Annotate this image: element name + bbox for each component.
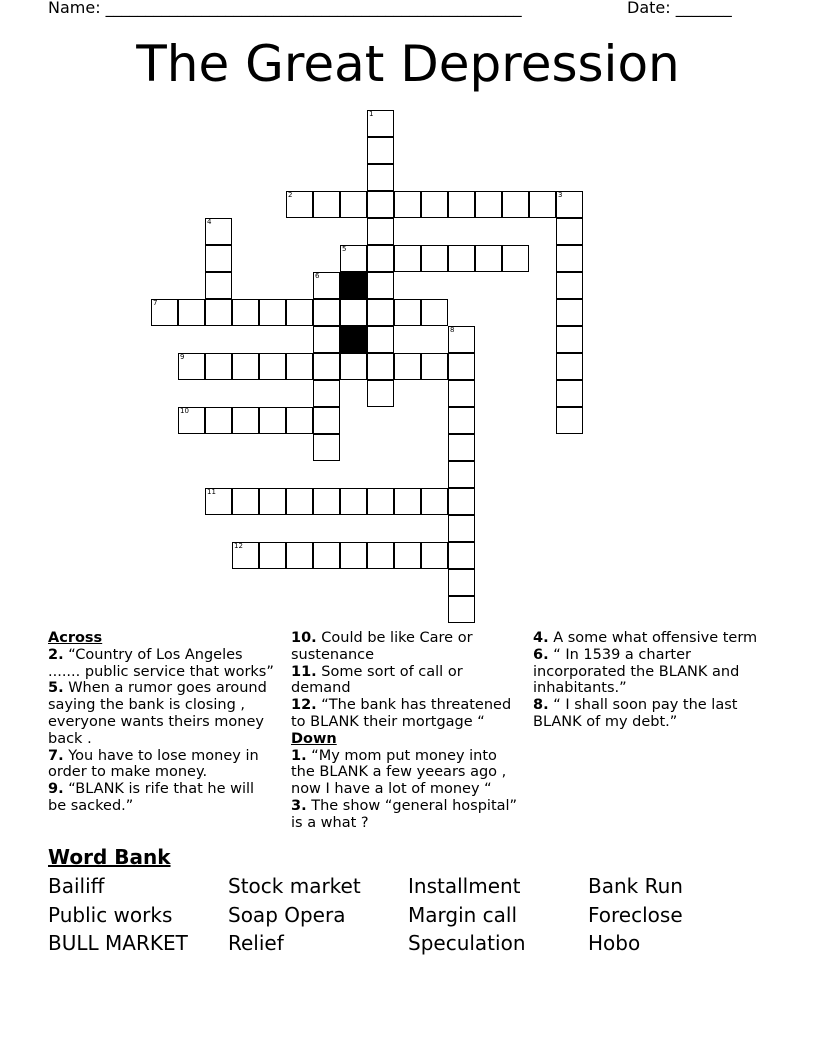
- crossword-cell[interactable]: [448, 245, 475, 272]
- crossword-cell[interactable]: [448, 569, 475, 596]
- crossword-cell[interactable]: [502, 191, 529, 218]
- crossword-cell[interactable]: [178, 299, 205, 326]
- crossword-cell[interactable]: [421, 353, 448, 380]
- crossword-cell[interactable]: [448, 434, 475, 461]
- crossword-cell[interactable]: [367, 218, 394, 245]
- crossword-cell[interactable]: [475, 191, 502, 218]
- down-heading: Down: [291, 730, 337, 747]
- clue-number: 9: [180, 353, 185, 361]
- clue-column-2: [291, 630, 519, 832]
- crossword-cell[interactable]: [502, 245, 529, 272]
- crossword-cell[interactable]: [313, 488, 340, 515]
- crossword-cell[interactable]: [205, 407, 232, 434]
- crossword-cell[interactable]: [259, 299, 286, 326]
- clue-number: 2: [288, 191, 293, 199]
- clue-number: 4: [207, 218, 212, 226]
- crossword-cell[interactable]: [556, 407, 583, 434]
- crossword-cell[interactable]: [205, 272, 232, 299]
- crossword-cell[interactable]: [340, 488, 367, 515]
- word-bank-item: Bailiff: [48, 874, 105, 898]
- crossword-cell[interactable]: [367, 326, 394, 353]
- crossword-cell[interactable]: [367, 191, 394, 218]
- word-bank-item: Soap Opera: [228, 903, 346, 927]
- word-bank-item: Relief: [228, 931, 284, 955]
- page-title: The Great Depression: [136, 35, 680, 93]
- clue-across-11: 11. Some sort of call or demand: [291, 663, 463, 697]
- crossword-cell[interactable]: [286, 353, 313, 380]
- clue-number: 12: [234, 542, 243, 550]
- crossword-cell[interactable]: [448, 353, 475, 380]
- word-bank-item: Speculation: [408, 931, 526, 955]
- crossword-cell[interactable]: [394, 353, 421, 380]
- crossword-cell[interactable]: [313, 434, 340, 461]
- crossword-cell[interactable]: [286, 299, 313, 326]
- clue-across-10: 10. Could be like Care or sustenance: [291, 630, 473, 663]
- crossword-cell[interactable]: [448, 407, 475, 434]
- clue-across-7: 7. You have to lose money in order to make money.: [48, 747, 259, 781]
- clue-across-9: 9. “BLANK is rife that he will be sacked.”: [48, 781, 255, 814]
- word-bank-item: BULL MARKET: [48, 931, 188, 955]
- crossword-cell[interactable]: [556, 380, 583, 407]
- word-bank-item: Hobo: [588, 931, 641, 955]
- clue-number: 1: [369, 110, 374, 118]
- crossword-cell[interactable]: [421, 299, 448, 326]
- crossword-cell[interactable]: [340, 542, 367, 569]
- clue-across-12: 12. “The bank has threatened to BLANK their mortgage “: [291, 697, 512, 730]
- clue-column-3: [533, 630, 761, 731]
- clue-number: 10: [180, 407, 189, 415]
- crossword-cell[interactable]: [556, 326, 583, 353]
- crossword-cell[interactable]: [448, 461, 475, 488]
- crossword-cell[interactable]: [394, 299, 421, 326]
- crossword-cell[interactable]: [421, 245, 448, 272]
- crossword-cell[interactable]: [367, 353, 394, 380]
- name-field[interactable]: Name: ____________________________________________________: [48, 0, 522, 17]
- word-bank-item: Foreclose: [588, 903, 683, 927]
- clue-number: 3: [558, 191, 563, 199]
- clue-column-1: [48, 630, 276, 815]
- clue-down-3: 3. The show “general hospital” is a what ?: [291, 797, 518, 831]
- crossword-cell[interactable]: [421, 542, 448, 569]
- crossword-cell[interactable]: [232, 488, 259, 515]
- crossword-cell[interactable]: [394, 488, 421, 515]
- crossword-cell[interactable]: [205, 353, 232, 380]
- clue-down-6: 6. “ In 1539 a charter incorporated the BLANK and inhabitants.”: [533, 646, 740, 697]
- clue-across-5: 5. When a rumor goes around saying the bank is closing , everyone wants theirs money back .: [48, 680, 267, 747]
- crossword-cell[interactable]: [313, 191, 340, 218]
- crossword-cell[interactable]: [529, 191, 556, 218]
- date-field[interactable]: Date: _______: [627, 0, 732, 17]
- crossword-cell[interactable]: [259, 407, 286, 434]
- crossword-cell[interactable]: [259, 353, 286, 380]
- crossword-cell[interactable]: [367, 272, 394, 299]
- crossword-cell[interactable]: [556, 299, 583, 326]
- crossword-cell[interactable]: [313, 407, 340, 434]
- crossword-cell[interactable]: [367, 380, 394, 407]
- crossword-cell[interactable]: [286, 407, 313, 434]
- crossword-cell[interactable]: [259, 542, 286, 569]
- clue-number: 11: [207, 488, 216, 496]
- crossword-cell[interactable]: [448, 515, 475, 542]
- clue-down-8: 8. “ I shall soon pay the last BLANK of my debt.”: [533, 697, 738, 730]
- crossword-cell[interactable]: [421, 488, 448, 515]
- clue-number: 8: [450, 326, 455, 334]
- crossword-cell[interactable]: [313, 353, 340, 380]
- word-bank-item: Bank Run: [588, 874, 683, 898]
- crossword-cell[interactable]: [475, 245, 502, 272]
- crossword-cell[interactable]: [448, 542, 475, 569]
- crossword-cell[interactable]: [421, 191, 448, 218]
- word-bank-title: Word Bank: [48, 845, 171, 869]
- word-bank-item: Margin call: [408, 903, 518, 927]
- clue-number: 7: [153, 299, 158, 307]
- crossword-cell[interactable]: [556, 245, 583, 272]
- crossword-cell[interactable]: [556, 272, 583, 299]
- crossword-cell[interactable]: [313, 299, 340, 326]
- crossword-cell[interactable]: [367, 164, 394, 191]
- crossword-cell[interactable]: [340, 299, 367, 326]
- crossword-cell[interactable]: [367, 542, 394, 569]
- crossword-cell[interactable]: [448, 488, 475, 515]
- crossword-cell[interactable]: [367, 488, 394, 515]
- crossword-cell[interactable]: [448, 596, 475, 623]
- crossword-cell[interactable]: [556, 218, 583, 245]
- crossword-cell[interactable]: [313, 326, 340, 353]
- crossword-cell[interactable]: [232, 353, 259, 380]
- crossword-cell[interactable]: [367, 245, 394, 272]
- word-bank-item: Public works: [48, 903, 173, 927]
- crossword-black-cell: [340, 326, 367, 353]
- crossword-black-cell: [340, 272, 367, 299]
- crossword-cell[interactable]: [205, 245, 232, 272]
- crossword-cell[interactable]: [394, 542, 421, 569]
- crossword-cell[interactable]: [259, 488, 286, 515]
- crossword-cell[interactable]: [448, 191, 475, 218]
- crossword-cell[interactable]: [340, 191, 367, 218]
- crossword-cell[interactable]: [340, 353, 367, 380]
- crossword-cell[interactable]: [313, 380, 340, 407]
- crossword-cell[interactable]: [394, 191, 421, 218]
- crossword-cell[interactable]: [313, 542, 340, 569]
- clue-number: 6: [315, 272, 320, 280]
- crossword-cell[interactable]: [394, 245, 421, 272]
- crossword-cell[interactable]: [205, 299, 232, 326]
- word-bank-item: Installment: [408, 874, 521, 898]
- crossword-cell[interactable]: [367, 137, 394, 164]
- clue-down-1: 1. “My mom put money into the BLANK a few yeears ago , now I have a lot of money “: [291, 747, 507, 798]
- word-bank-item: Stock market: [228, 874, 361, 898]
- crossword-cell[interactable]: [232, 407, 259, 434]
- clue-across-2: 2. “Country of Los Angeles ....... public service that works”: [48, 646, 274, 680]
- clue-number: 5: [342, 245, 347, 253]
- crossword-cell[interactable]: [367, 299, 394, 326]
- crossword-cell[interactable]: [448, 380, 475, 407]
- across-heading: Across: [48, 630, 103, 646]
- clue-down-4: 4. A some what offensive term: [533, 630, 758, 646]
- crossword-cell[interactable]: [286, 488, 313, 515]
- crossword-cell[interactable]: [286, 542, 313, 569]
- crossword-cell[interactable]: [232, 299, 259, 326]
- crossword-cell[interactable]: [556, 353, 583, 380]
